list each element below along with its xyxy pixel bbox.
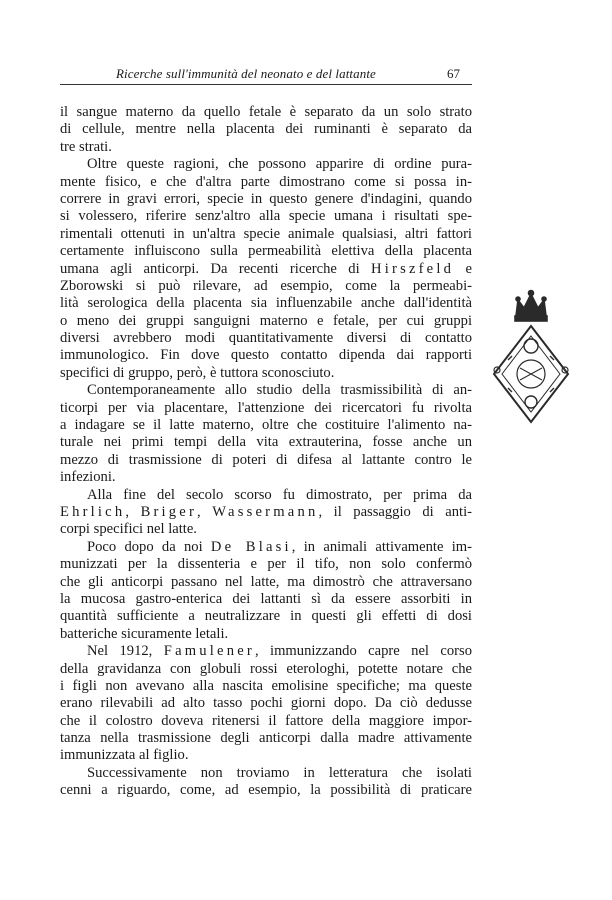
text-line: tre strati. [60,138,112,155]
text-line: della gravidanza con globuli rossi eterologhi, potette notare che [60,660,472,677]
text-line: immunologico. Fin dove questo contatto dipenda dai rapporti [60,347,472,364]
text-line: di cellule, mentre nella placenta dei ruminanti è separato da [60,121,472,138]
text-line [60,504,472,521]
text-line: Alla fine del secolo scorso fu dimostrato, per prima da [87,486,472,503]
author-name-briger: Briger [140,503,198,520]
text-line: ticorpi per via placentare, l'attenzione dei ricercatori fu rivolta [60,399,472,416]
text-fragment: , immunizzando capre nel corso [254,643,472,660]
author-name-hirszfeld: Hirszfeld [371,260,455,277]
text-line: la mucosa gastro-enterica dei lattanti sì da essere assorbiti in [60,590,472,607]
text-line: cenni a riguardo, come, ad esempio, la possibilità di praticare [60,782,472,799]
text-line: munizzati per la dissenteria e per il tifo, non solo confermò [60,556,472,573]
text-line [60,278,472,295]
text-fragment: , [197,503,201,520]
text-line: Successivamente non troviamo in letteratura che isolati [87,764,472,781]
text-line [60,261,472,278]
text-line: turale nei primi tempi della vita extrauterina, fosse anche un [60,434,472,451]
text-line: erano rilevabili ad alto tasso pochi giorni dopo. Da ciò dedusse [60,695,472,712]
text-line: quantità sufficiente a neutralizzare in questi gli effetti di dosi [60,608,472,625]
stamp-diamond [494,326,568,422]
text-line: immunizzata al figlio. [60,747,189,764]
page-number: 67 [447,66,460,81]
author-name-ehrlich: Ehrlich [60,503,126,520]
text-line [60,643,472,660]
text-line: il sangue materno da quello fetale è separato da un solo strato [60,104,472,120]
text-line: batteriche sicuramente letali. [60,625,229,642]
text-line: diversi avrebbero modi quantitativamente diversi di contatto [60,330,472,347]
text-line: certamente influiscono sulla permeabilità elettiva della placenta [60,243,472,260]
author-name-wassermann: Wassermann [212,503,319,520]
text-line: mente fisico, e che d'altra parte dimostrano come si possa in- [60,173,472,190]
text-line: infezioni. [60,469,116,486]
text-fragment: , il passaggio di anti- [318,503,472,520]
text-fragment: Nel 1912, [87,643,153,660]
text-fragment: , [125,503,130,520]
body-text [60,104,472,800]
text-line: i figli non avevano alla nascita emolisine specifiche; ma queste [60,677,472,694]
text-fragment: Zborowski si può rilevare, ad esempio, come la permeabi- [60,277,472,294]
text-line: mezzo di trasmissione di poteri di difesa al lattante contro le [60,451,472,468]
text-line: che il colostro doveva ritenersi il fattore della maggiore impor- [60,712,472,729]
text-fragment: , in animali attivamente im- [291,538,472,555]
text-fragment: e [465,260,472,277]
text-line: a indagare se il latte materno, oltre che costituire l'alimento na- [60,417,472,434]
library-stamp [488,286,574,436]
text-fragment: umana agli anticorpi. Da recenti ricerche di [60,260,360,277]
header-rule [60,84,472,85]
text-line [60,539,472,556]
text-line: Oltre queste ragioni, che possono apparire di ordine pura- [87,156,472,173]
text-line: lità serologica della placenta sia influenzabile anche dall'identità [60,295,472,312]
text-line: correre in gravi errori, specie in questo genere d'indagini, quando [60,190,472,207]
text-line: Contemporaneamente allo studio della trasmissibilità di an- [87,382,472,399]
crown-icon [515,291,547,322]
author-name-de-blasi: De Blasi [210,538,292,555]
text-line: corpi specifici nel latte. [60,521,197,538]
text-line: o meno dei gruppi sanguigni materno e fetale, per cui gruppi [60,312,472,329]
running-header [60,66,472,88]
text-line: rimentali ottenuti in un'altra specie animale qualsiasi, altri fattori [60,225,472,242]
text-line: specifici di gruppo, però, è tuttora sconosciuto. [60,364,335,381]
running-title: Ricerche sull'immunità del neonato e del lattante [116,66,376,81]
text-line: si volessero, riferire senz'altro alla specie umana i risultati spe- [60,208,472,225]
text-fragment: Poco dopo da noi [87,538,203,555]
text-line: che gli anticorpi passano nel latte, ma dimostrò che attraversano [60,573,472,590]
text-line: tanza nella trasmissione degli anticorpi dalla madre attivamente [60,730,472,747]
author-name-famulener: Famulener [163,643,255,660]
